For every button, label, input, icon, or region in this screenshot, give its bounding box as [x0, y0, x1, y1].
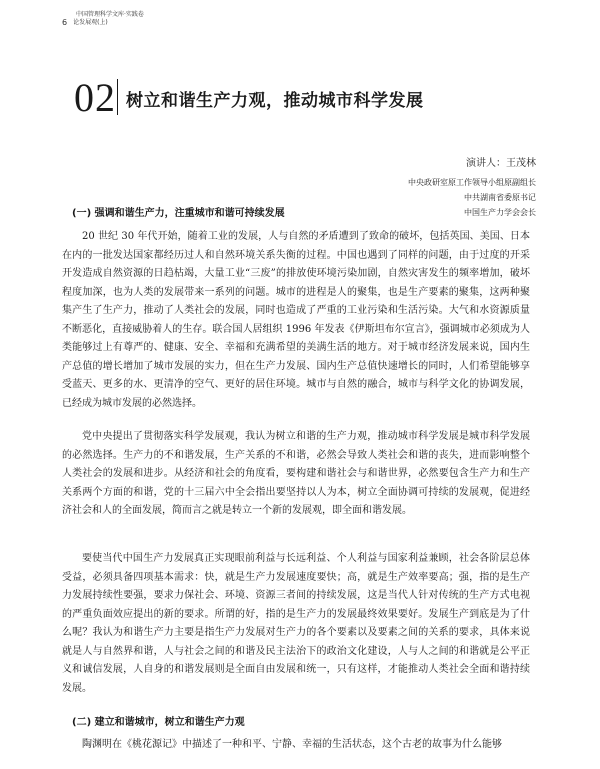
body-paragraph: 20 世纪 30 年代开始，随着工业的发展，人与自然的矛盾遭到了致命的破坏，包括英国、美国、日本在内的一批发达国家都经历过人和自然环境关系失衡的过程。中国也遇到了同样的问题，由于过度的开采开发造成自然资源的日趋枯竭，大量工业“三废”的排放使环境污染加剧，自然灾害发生的频率增加，破坏程度加深，也为人类的发展带来一系列的问题。城市的进程是人的聚集，也是生产要素的聚集，这两种聚集产生了生产力，推动了人类社会的发展，同时也造成了严重的工业污染和生活污染。大气和水资源质量不断恶化，直接威胁着人的生存。联合国人居组织 1996 年发表《伊斯坦布尔宣言》，强调城市必须成为人类能够过上有尊严的、健康、安全、幸福和充满希望的美满生活的地方。对于城市经济发展来说，国内生产总值的增长增加了城市发展的实力，但在生产力发展、国内生产总值快速增长的同时，人们希望能够享受蓝天、更多的水、更清净的空气、更好的居住环境。城市与自然的融合，城市与科学文化的协调发展，已经成为城市发展的必然选择。 — [62, 231, 530, 409]
page-number: 6 — [62, 18, 68, 27]
series-title: 中国管理科学文库·实践卷 — [76, 11, 144, 18]
book-title: 论发展观(上) — [73, 19, 108, 26]
body-paragraph: 陶渊明在《桃花源记》中描述了一种和平、宁静、幸福的生活状态，这个古老的故事为什么能够 — [82, 739, 502, 750]
chapter-title: 树立和谐生产力观，推动城市科学发展 — [126, 91, 424, 111]
section-heading: (二) 建立和谐城市，树立和谐生产力观 — [72, 717, 245, 728]
author-position: 中国生产力学会会长 — [464, 208, 536, 217]
author-position: 中央政研室原工作领导小组原副组长 — [408, 178, 536, 187]
body-paragraph: 党中央提出了贯彻落实科学发展观，我认为树立和谐的生产力观，推动城市科学发展是城市科学发展的必然选择。生产力的不和谐发展，生产关系的不和谐，必然会导致人类社会和谐的丧失，进而影响整个人类社会的发展和进步。从经济和社会的角度看，要构建和谐社会与和谐世界，必然要包含生产力和生产关系两个方面的和谐，党的十三届六中全会指出要坚持以人为本，树立全面协调可持续的发展观，促进经济社会和人的全面发展，简而言之就是转立一个新的发展观，即全面和谐发展。 — [62, 431, 530, 516]
body-paragraph: 要使当代中国生产力发展真正实现眼前利益与长远利益、个人利益与国家利益兼顾，社会各阶层总体受益，必须具备四项基本需求：快，就是生产力发展速度要快；高，就是生产效率要高；强，指的是生产力发展持续性要强，要求力保社会、环境、资源三者间的持续发展，这是当代人针对传统的生产方式电视的严重负面效应提出的新的要求。所谓的好，指的是生产力的发展最终效果要好。发展生产到底是为了什么呢？我认为和谐生产力主要是指生产力发展对生产力的各个要素以及要素之间的关系的要求，具体来说就是人与自然界和谐，人与社会之间的和谐及民主法治下的政治文化建设，人与人之间的和谐就是公平正义和诚信发展，人自身的和谐发展则是全面自由发展和统一，只有这样，才能推动人类社会全面和谐持续发展。 — [62, 553, 530, 694]
author-block — [408, 155, 536, 220]
chapter-divider — [117, 79, 118, 115]
speaker-name: 演讲人：王茂林 — [466, 158, 536, 169]
running-head — [62, 11, 144, 27]
section-heading: (一) 强调和谐生产力，注重城市和谐可持续发展 — [72, 208, 285, 219]
chapter-number: 02 — [74, 75, 116, 120]
author-position: 中共湖南省委原书记 — [464, 193, 536, 202]
